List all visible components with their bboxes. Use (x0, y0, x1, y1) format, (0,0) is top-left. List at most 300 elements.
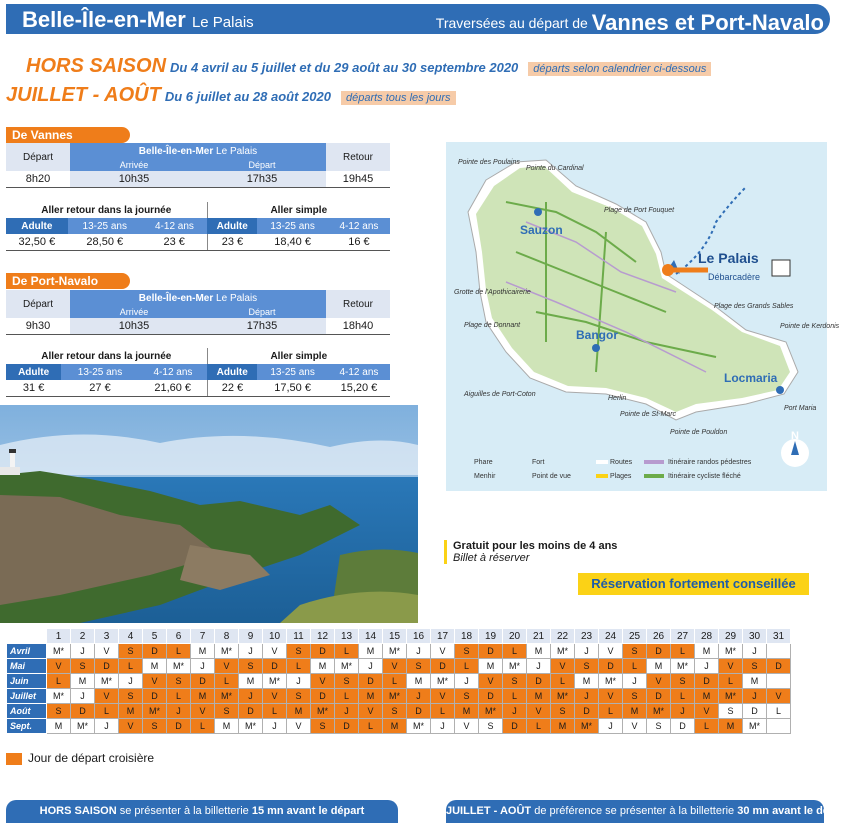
map-place: Herlin (608, 395, 627, 402)
cal-day: S (479, 719, 503, 734)
cal-day: M (551, 719, 575, 734)
cal-day: L (167, 689, 191, 704)
cal-day-num: 1 (47, 629, 71, 644)
price: 23 € (207, 234, 257, 250)
cal-day: M* (263, 674, 287, 689)
cal-day: M (287, 704, 311, 719)
cal-day: J (335, 704, 359, 719)
ar-title: Aller retour dans la journée (41, 350, 172, 362)
cal-day: M* (743, 719, 767, 734)
cal-day: V (383, 659, 407, 674)
cal-day: S (335, 674, 359, 689)
price: 15,20 € (328, 380, 390, 396)
cal-day: D (239, 704, 263, 719)
cal-day: J (455, 674, 479, 689)
cal-day: M* (239, 719, 263, 734)
cal-day: L (503, 644, 527, 659)
cal-day (767, 644, 791, 659)
cal-day: M (311, 659, 335, 674)
coast-photo (0, 405, 418, 623)
cal-day: J (527, 659, 551, 674)
simple-title: Aller simple (207, 348, 390, 364)
cal-day-num: 17 (431, 629, 455, 644)
cal-day: S (575, 659, 599, 674)
cal-day: D (575, 704, 599, 719)
cal-day: S (455, 689, 479, 704)
map-debarcadere: Débarcadère (708, 272, 761, 282)
cal-day: S (119, 644, 143, 659)
price: 32,50 € (6, 234, 68, 250)
calendar-legend: Jour de départ croisière (6, 751, 154, 765)
cal-day: V (287, 719, 311, 734)
cal-day: V (311, 674, 335, 689)
time-retour: 19h45 (326, 171, 390, 187)
cal-day: S (671, 674, 695, 689)
depart2-label: Départ (198, 159, 326, 171)
cal-day-num: 18 (455, 629, 479, 644)
cal-day: D (479, 644, 503, 659)
cal-day: V (623, 719, 647, 734)
cal-month-name: Avril (7, 644, 47, 659)
cal-day: V (95, 689, 119, 704)
cal-day: S (143, 719, 167, 734)
cal-day: D (767, 659, 791, 674)
cal-day: V (455, 719, 479, 734)
cal-day: L (503, 689, 527, 704)
cal-day: D (335, 719, 359, 734)
cal-day: L (551, 674, 575, 689)
cal-day: V (431, 689, 455, 704)
map-place: Pointe du Cardinal (526, 165, 584, 172)
cal-day: D (359, 674, 383, 689)
cal-day-num: 7 (191, 629, 215, 644)
cal-day: J (407, 644, 431, 659)
cal-day: J (407, 689, 431, 704)
cal-day-num: 15 (383, 629, 407, 644)
cal-day: M* (719, 689, 743, 704)
cal-day: M* (551, 689, 575, 704)
cal-day: M (191, 644, 215, 659)
cal-day: M* (215, 689, 239, 704)
cal-day: V (215, 659, 239, 674)
cal-day: L (623, 659, 647, 674)
cal-day-num: 16 (407, 629, 431, 644)
cal-day-num: 31 (767, 629, 791, 644)
cal-day: S (503, 674, 527, 689)
legend-item: Fort (532, 459, 545, 466)
time-depart-retour: 17h35 (198, 171, 326, 187)
cal-day: S (311, 719, 335, 734)
cal-day: D (143, 644, 167, 659)
cal-day: D (407, 704, 431, 719)
cal-day: L (527, 719, 551, 734)
cal-day: S (47, 704, 71, 719)
cal-day: J (239, 644, 263, 659)
map-place: Pointe des Poulains (458, 159, 520, 166)
cal-day: S (551, 704, 575, 719)
time-depart: 8h20 (6, 171, 70, 187)
cal-day-num: 9 (239, 629, 263, 644)
cal-day: M* (383, 644, 407, 659)
time-depart-retour: 17h35 (198, 318, 326, 334)
cal-day: D (503, 719, 527, 734)
cal-day-num: 30 (743, 629, 767, 644)
cal-day: M* (479, 704, 503, 719)
cal-day: D (479, 689, 503, 704)
cal-day: L (383, 674, 407, 689)
cal-day: J (119, 674, 143, 689)
cat-label: 4-12 ans (142, 218, 207, 234)
cal-day-num: 10 (263, 629, 287, 644)
cal-day: J (575, 644, 599, 659)
cal-day: V (719, 659, 743, 674)
cal-day: J (743, 689, 767, 704)
cal-day: M* (47, 689, 71, 704)
cal-day: V (647, 674, 671, 689)
cat-label: 4-12 ans (139, 364, 207, 380)
cal-day: D (167, 719, 191, 734)
cal-day: J (359, 659, 383, 674)
map-place: Plage de Port Fouquet (604, 207, 675, 214)
cal-day: D (527, 674, 551, 689)
cal-day: V (527, 704, 551, 719)
cal-day-num: 27 (671, 629, 695, 644)
cal-day: L (215, 674, 239, 689)
cal-day: S (71, 659, 95, 674)
cal-day: M (119, 704, 143, 719)
cal-day: J (623, 674, 647, 689)
cal-day: V (143, 674, 167, 689)
cal-day: S (383, 704, 407, 719)
book-text: Billet à réserver (453, 552, 530, 564)
cal-day: M (719, 719, 743, 734)
cal-day-num: 4 (119, 629, 143, 644)
cal-day: D (143, 689, 167, 704)
cal-month-name: Juin (7, 674, 47, 689)
map-town: Le Palais (698, 250, 759, 266)
time-arrivee: 10h35 (70, 318, 198, 334)
cal-day: L (191, 719, 215, 734)
cal-day: M* (431, 674, 455, 689)
price: 17,50 € (257, 380, 328, 396)
cal-day: M* (383, 689, 407, 704)
cal-day: S (455, 644, 479, 659)
footer-hors-saison: HORS SAISON se présenter à la billetterie 15 mn avant le départ (6, 800, 398, 823)
cal-day: M (191, 689, 215, 704)
cal-day-num: 3 (95, 629, 119, 644)
cal-day: L (167, 644, 191, 659)
cal-day-num: 8 (215, 629, 239, 644)
cal-day: S (239, 659, 263, 674)
cal-day: V (359, 704, 383, 719)
cal-day: M (383, 719, 407, 734)
legend-item: Itinéraire cycliste fléché (668, 473, 741, 480)
cal-day: V (599, 689, 623, 704)
prices-vannes (6, 202, 390, 251)
map-place: Grotte de l'Apothicairerie (454, 289, 531, 296)
cal-day: M* (647, 704, 671, 719)
season-juillet-aout: JUILLET - AOÛT Du 6 juillet au 28 août 2020 départs tous les jours (6, 84, 456, 107)
cal-day: D (95, 659, 119, 674)
cal-day: J (599, 719, 623, 734)
cal-day: M* (47, 644, 71, 659)
cal-day: L (119, 659, 143, 674)
cal-day: S (647, 719, 671, 734)
cal-day: J (743, 644, 767, 659)
footer-juillet-aout: JUILLET - AOÛT de préférence se présenter à la billetterie 30 mn avant le départ (446, 800, 824, 823)
legend-item: Plages (610, 473, 632, 480)
cal-month-name: Mai (7, 659, 47, 674)
legend-item: Phare (474, 459, 493, 466)
cal-month-name: Sept. (7, 719, 47, 734)
cal-day: M (407, 674, 431, 689)
cal-day: D (647, 689, 671, 704)
cat-label: Adulte (207, 218, 257, 234)
cal-day: V (695, 704, 719, 719)
price: 21,60 € (139, 380, 207, 396)
cal-day: S (167, 674, 191, 689)
cal-day-num: 2 (71, 629, 95, 644)
cal-month-row (7, 644, 791, 659)
cal-day: D (311, 689, 335, 704)
north-label: N (791, 430, 799, 442)
cal-day: J (239, 689, 263, 704)
cal-day-num: 20 (503, 629, 527, 644)
cat-label: 4-12 ans (328, 218, 390, 234)
price: 16 € (328, 234, 390, 250)
cal-day: M* (167, 659, 191, 674)
cal-day: J (95, 719, 119, 734)
cal-day: J (191, 659, 215, 674)
map-place: Plage des Grands Sables (714, 303, 794, 310)
cal-day: L (671, 689, 695, 704)
cal-day: M* (503, 659, 527, 674)
cal-day: L (767, 704, 791, 719)
cal-day: M* (575, 719, 599, 734)
cal-day: V (767, 689, 791, 704)
retour-label: Retour (326, 290, 390, 318)
tab-de-vannes: De Vannes (6, 127, 130, 143)
cal-month-row (7, 674, 791, 689)
retour-label: Retour (326, 143, 390, 171)
cal-day: J (71, 644, 95, 659)
schedule-port-navalo (6, 290, 390, 335)
cal-day: S (623, 689, 647, 704)
cal-day-num: 21 (527, 629, 551, 644)
cal-day: D (647, 644, 671, 659)
cal-day-num: 28 (695, 629, 719, 644)
cal-day: M (695, 689, 719, 704)
cat-label: 13-25 ans (68, 218, 142, 234)
cal-day: M (239, 674, 263, 689)
cal-day: V (47, 659, 71, 674)
cal-month-row (7, 689, 791, 704)
cat-label: Adulte (6, 364, 61, 380)
cal-day: M (527, 644, 551, 659)
legend-swatch (6, 753, 22, 765)
cal-day: D (311, 644, 335, 659)
legend-item: Point de vue (532, 473, 571, 480)
cal-day: M (743, 674, 767, 689)
time-arrivee: 10h35 (70, 171, 198, 187)
cal-day: V (551, 659, 575, 674)
prices-port-navalo (6, 348, 390, 397)
cal-day: M* (407, 719, 431, 734)
time-depart: 9h30 (6, 318, 70, 334)
cal-day: L (359, 719, 383, 734)
map-place: Pointe de Pouldon (670, 429, 728, 436)
cal-day: J (575, 689, 599, 704)
depart2-label: Départ (198, 306, 326, 318)
cal-day: M (527, 689, 551, 704)
cal-day: M (455, 704, 479, 719)
cal-day: L (455, 659, 479, 674)
cal-day-num: 13 (335, 629, 359, 644)
cal-day: L (431, 704, 455, 719)
map-place: Pointe de Kerdonis (780, 323, 840, 330)
cal-day: L (719, 674, 743, 689)
cat-label: 4-12 ans (328, 364, 390, 380)
season-hors-saison: HORS SAISON Du 4 avril au 5 juillet et du 29 août au 30 septembre 2020 départs selon calendrier ci-dessous (26, 55, 711, 78)
cal-day: J (431, 719, 455, 734)
free-info (444, 540, 617, 564)
cal-day: D (671, 719, 695, 734)
header-subtitle: Traversées au départ de Vannes et Port-Navalo (435, 10, 824, 35)
cal-month-row (7, 719, 791, 734)
cal-day: D (431, 659, 455, 674)
cal-day: S (719, 704, 743, 719)
cal-day: L (263, 704, 287, 719)
cal-day-num: 23 (575, 629, 599, 644)
cal-day: M (623, 704, 647, 719)
depart-label: Départ (6, 290, 70, 318)
cal-day: J (167, 704, 191, 719)
depart-label: Départ (6, 143, 70, 171)
cat-label: 13-25 ans (257, 364, 328, 380)
simple-title: Aller simple (207, 202, 390, 218)
cal-day: S (407, 659, 431, 674)
island-map (446, 142, 840, 491)
cal-day: S (287, 644, 311, 659)
cal-day: V (431, 644, 455, 659)
cal-day-num: 29 (719, 629, 743, 644)
cal-day: M* (599, 674, 623, 689)
cal-day: V (191, 704, 215, 719)
cal-day: D (599, 659, 623, 674)
price: 23 € (142, 234, 207, 250)
cal-day: M (359, 689, 383, 704)
price: 31 € (6, 380, 61, 396)
cal-day: L (335, 689, 359, 704)
cal-day-num: 12 (311, 629, 335, 644)
cal-day: M (359, 644, 383, 659)
cal-day: V (95, 644, 119, 659)
cal-month-row (7, 659, 791, 674)
cal-day-num: 11 (287, 629, 311, 644)
cal-day: J (503, 704, 527, 719)
cal-day (767, 719, 791, 734)
legend-item: Routes (610, 459, 633, 466)
cal-day: M (647, 659, 671, 674)
map-place: Port Maria (784, 405, 817, 412)
cal-day: S (119, 689, 143, 704)
header-title: Belle-Île-en-Mer Le Palais (22, 7, 254, 32)
cal-day: L (287, 659, 311, 674)
cal-day: M (479, 659, 503, 674)
cal-day: M* (335, 659, 359, 674)
price: 28,50 € (68, 234, 142, 250)
cal-day: M (47, 719, 71, 734)
cat-label: 13-25 ans (61, 364, 139, 380)
arrivee-label: Arrivée (70, 306, 198, 318)
cal-day: S (287, 689, 311, 704)
cal-month-name: Juillet (7, 689, 47, 704)
time-retour: 18h40 (326, 318, 390, 334)
arrivee-label: Arrivée (70, 159, 198, 171)
cal-day: S (743, 659, 767, 674)
cal-day: V (599, 644, 623, 659)
ar-title: Aller retour dans la journée (41, 204, 172, 216)
departure-calendar (6, 628, 791, 734)
cal-day-num: 26 (647, 629, 671, 644)
cat-label: Adulte (6, 218, 68, 234)
price: 22 € (207, 380, 257, 396)
cal-month-row (7, 704, 791, 719)
cal-day: M* (551, 644, 575, 659)
map-place: Pointe de St-Marc (620, 411, 677, 418)
cal-day: V (263, 689, 287, 704)
cal-day: M (143, 659, 167, 674)
cal-day: L (335, 644, 359, 659)
cal-day: J (287, 674, 311, 689)
map-place: Plage de Donnant (464, 322, 521, 329)
cal-month-name: Août (7, 704, 47, 719)
cat-label: Adulte (207, 364, 257, 380)
cal-day: L (47, 674, 71, 689)
cal-day: M* (95, 674, 119, 689)
free-text: Gratuit pour les moins de 4 ans (453, 540, 618, 552)
cal-day-num: 5 (143, 629, 167, 644)
cal-day: M (575, 674, 599, 689)
map-place: Aiguilles de Port-Coton (464, 391, 536, 398)
cal-day: D (743, 704, 767, 719)
cal-day: M (215, 719, 239, 734)
cal-day: M* (311, 704, 335, 719)
cal-day: M (695, 644, 719, 659)
map-town: Bangor (576, 328, 618, 342)
cal-day-num: 24 (599, 629, 623, 644)
cal-day: D (71, 704, 95, 719)
dest-title: Belle-Île-en-Mer Le Palais (70, 290, 326, 306)
cal-day: S (215, 704, 239, 719)
schedule-vannes (6, 143, 390, 188)
cal-day: J (71, 689, 95, 704)
cal-day: M* (671, 659, 695, 674)
cal-day-num: 6 (167, 629, 191, 644)
dest-title: Belle-Île-en-Mer Le Palais (70, 143, 326, 159)
cal-day-num: 22 (551, 629, 575, 644)
cal-day: M* (719, 644, 743, 659)
cal-day: J (695, 659, 719, 674)
cal-day: V (119, 719, 143, 734)
cal-day: M* (215, 644, 239, 659)
legend-item: Menhir (474, 473, 496, 480)
map-town: Sauzon (520, 223, 563, 237)
cal-day: J (263, 719, 287, 734)
header-bar (6, 4, 830, 34)
cal-day: D (191, 674, 215, 689)
reservation-banner: Réservation fortement conseillée (578, 573, 809, 595)
